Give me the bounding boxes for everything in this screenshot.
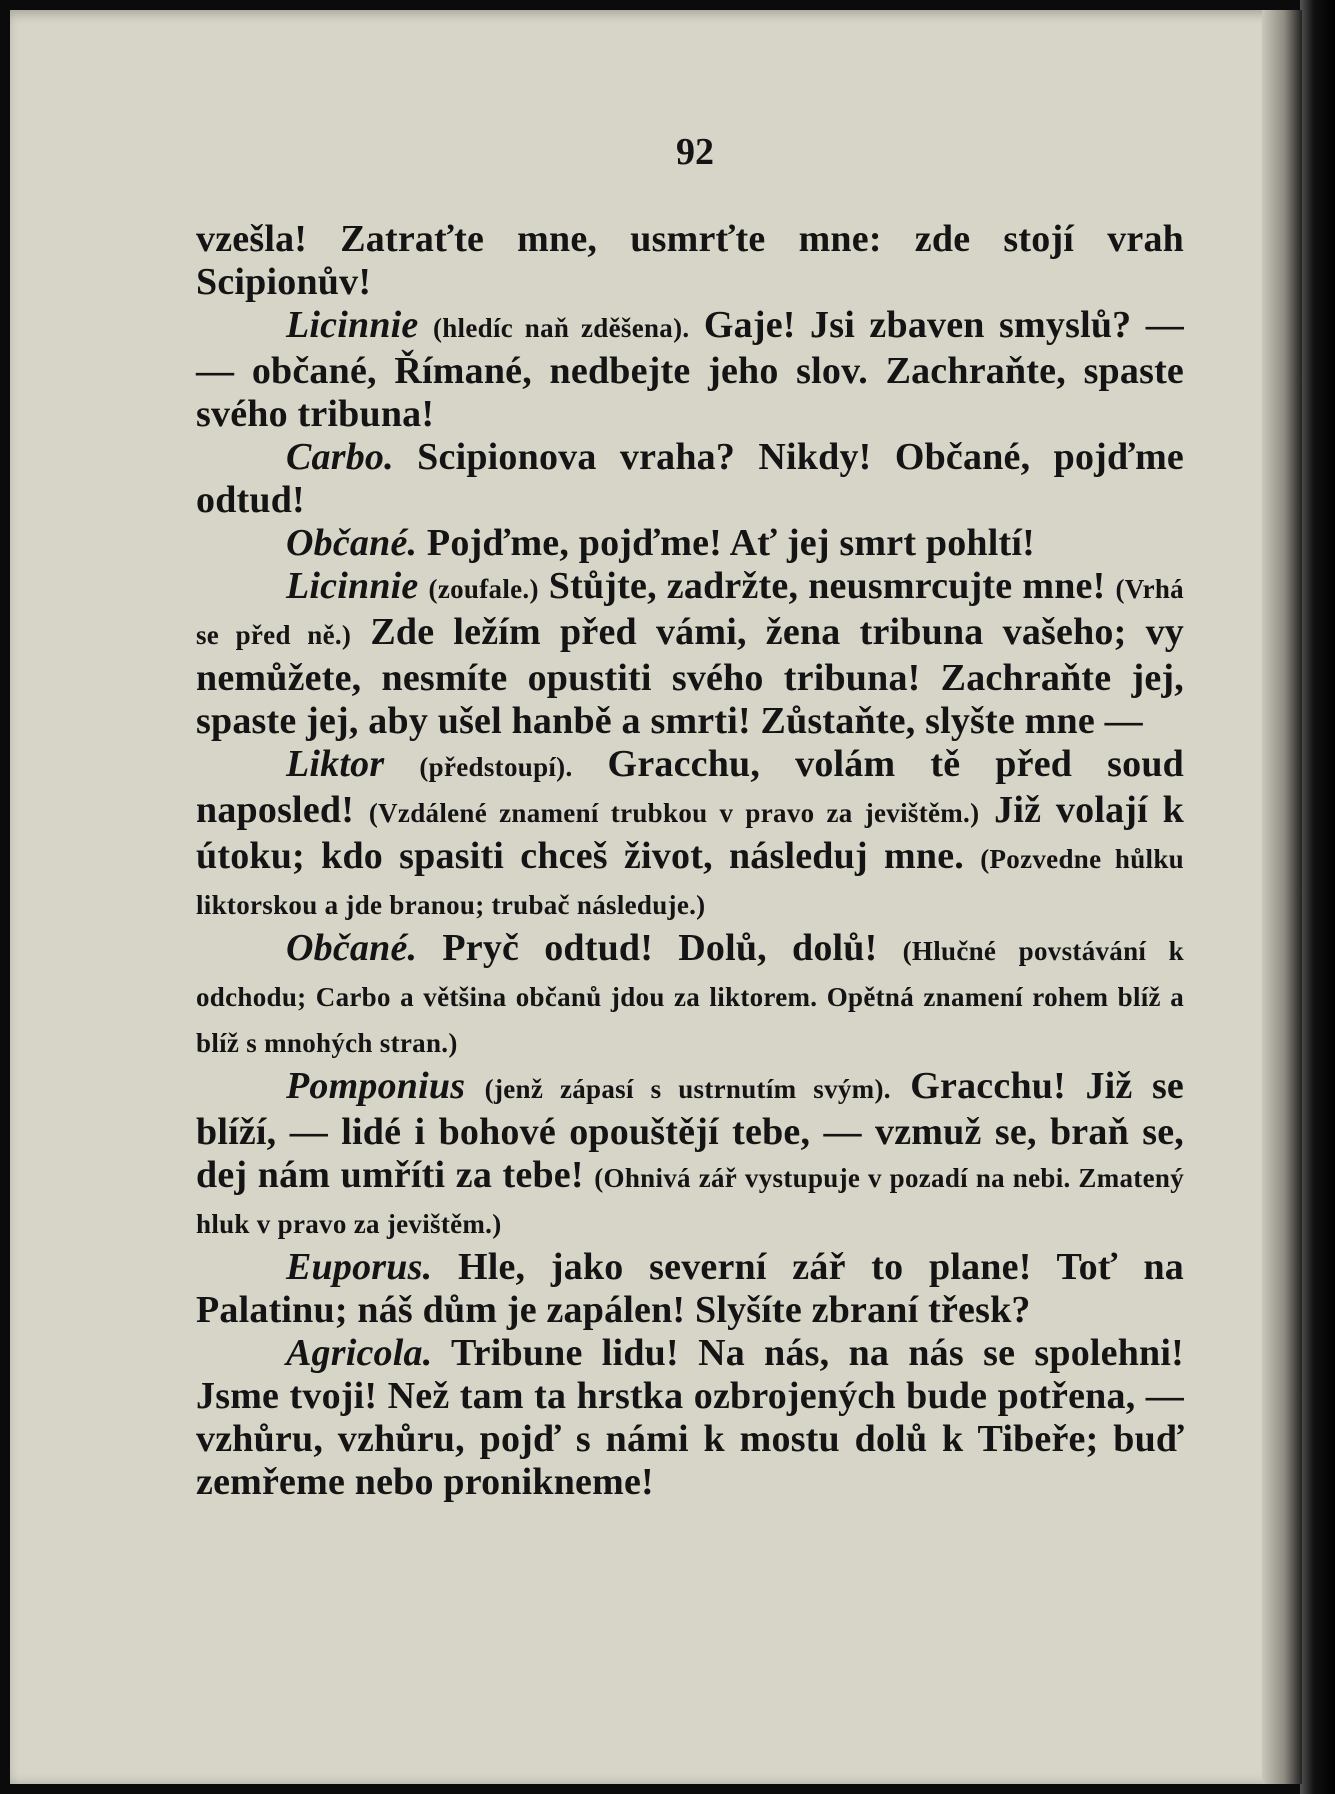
paragraph <box>196 1246 1184 1332</box>
dialogue-text: Gracchu, volám tě před soud naposled! <box>196 743 1184 831</box>
paragraph <box>196 522 1184 565</box>
dialogue-text: Stůjte, zadržte, neusmrcujte mne! <box>538 565 1106 607</box>
speaker-name: Občané. <box>286 927 418 969</box>
book-edge <box>1300 0 1335 1794</box>
stage-direction: (předstoupí). <box>419 752 573 782</box>
paragraph <box>196 304 1184 436</box>
speaker-name: Pomponius <box>286 1065 466 1107</box>
dialogue-text: Gaje! Jsi zbaven smyslů? — — občané, Římané, nedbejte jeho slov. Zachraňte, spaste svého tribuna! <box>196 304 1184 435</box>
stage-direction: (Vzdálené znamení trubkou v pravo za jevištěm.) <box>368 798 980 828</box>
paragraph <box>196 436 1184 522</box>
stage-direction: (hledíc naň zděšena). <box>432 313 690 343</box>
speaker-name: Licinnie <box>286 565 419 607</box>
dialogue-text: Pojďme, pojďme! Ať jej smrt pohltí! <box>417 522 1035 564</box>
speaker-name: Carbo. <box>286 436 394 478</box>
paragraph <box>196 1332 1184 1504</box>
play-text <box>196 218 1184 1504</box>
page-number: 92 <box>676 131 714 173</box>
paragraph <box>196 743 1184 927</box>
stage-direction: (Ohnivá zář vystupuje v pozadí na nebi. Zmatený hluk v pravo za jevištěm.) <box>196 1163 1184 1239</box>
paragraph <box>196 565 1184 743</box>
dialogue-text: Hle, jako severní zář to plane! Toť na Palatinu; náš dům je zapálen! Slyšíte zbraní třesk? <box>196 1246 1184 1331</box>
speaker-name: Licinnie <box>286 304 419 346</box>
dialogue-text: Zde ležím před vámi, žena tribuna vašeho; vy nemůžete, nesmíte opustiti svého tribuna! Zachraňte jej, spaste jej, aby ušel hanbě a smrti! Zůstaňte, slyšte mne — <box>196 611 1184 742</box>
paragraph <box>196 218 1184 304</box>
speaker-name: Občané. <box>286 522 418 564</box>
stage-direction: (Vrhá se před ně.) <box>196 574 1184 650</box>
paragraph <box>196 927 1184 1065</box>
speaker-name: Liktor <box>286 743 385 785</box>
dialogue-text: Scipionova vraha? Nikdy! Občané, pojďme odtud! <box>196 436 1184 521</box>
stage-direction: (jenž zápasí s ustrnutím svým). <box>484 1074 891 1104</box>
dialogue-text: Tribune lidu! Na nás, na nás se spolehni! Jsme tvoji! Než tam ta hrstka ozbrojených bude potřena, — vzhůru, vzhůru, pojď s námi k mostu dolů k Tibeře; buď zemřeme nebo pronikneme! <box>196 1332 1184 1503</box>
stage-direction: (Hlučné povstávání k odchodu; Carbo a většina občanů jdou za liktorem. Opětná znamení rohem blíž a blíž s mnohých stran.) <box>196 936 1184 1058</box>
dialogue-text: Již volají k útoku; kdo spasiti chceš život, následuj mne. <box>196 789 1184 877</box>
page-gutter <box>1262 10 1302 1784</box>
speaker-name: Euporus. <box>286 1246 433 1288</box>
dialogue-text: Gracchu! Již se blíží, — lidé i bohové opouštějí tebe, — vzmuž se, braň se, dej nám umříti za tebe! <box>196 1065 1184 1196</box>
dialogue-text: vzešla! Zatraťte mne, usmrťte mne: zde stojí vrah Scipionův! <box>196 218 1184 303</box>
paragraph <box>196 1065 1184 1246</box>
speaker-name: Agricola. <box>286 1332 433 1374</box>
stage-direction: (zoufale.) <box>428 574 539 604</box>
dialogue-text: Pryč odtud! Dolů, dolů! <box>417 927 878 969</box>
stage-direction: (Pozvedne hůlku liktorskou a jde branou; trubač následuje.) <box>196 844 1184 920</box>
